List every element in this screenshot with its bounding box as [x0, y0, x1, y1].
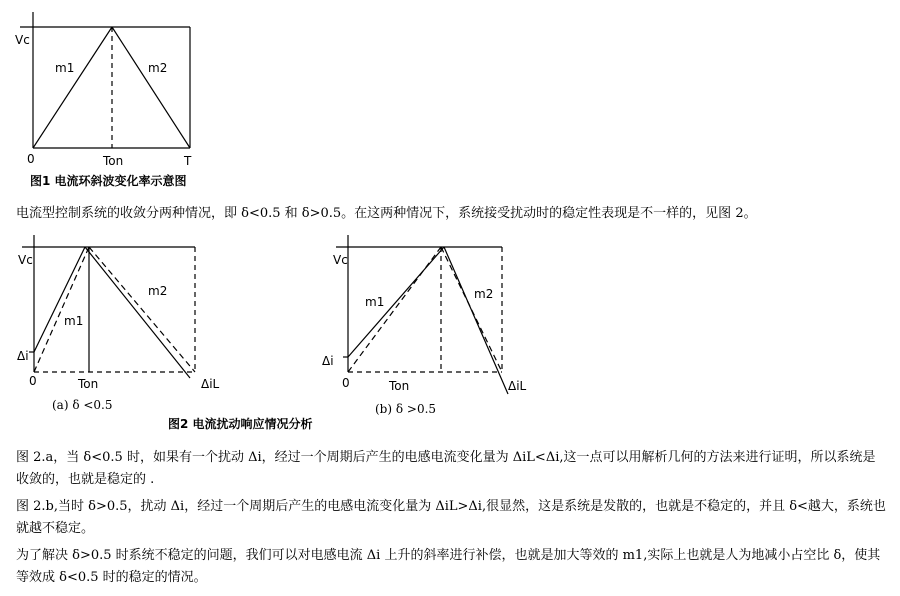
- fig2a-ramp-up: [34, 247, 89, 372]
- fig2a-m2-label: m2: [148, 284, 168, 298]
- fig1-zero-label: 0: [27, 152, 35, 166]
- fig2a-dil-label: ΔiL: [201, 377, 220, 391]
- fig2-caption: 图2 电流扰动响应情况分析: [168, 417, 313, 431]
- fig1-ton-label: Ton: [103, 154, 124, 168]
- fig1-vc-label: Vc: [15, 33, 30, 47]
- fig2b-ton-label: Ton: [389, 379, 410, 393]
- fig1-caption: 图1 电流环斜波变化率示意图: [30, 174, 187, 188]
- fig2b-dil-label: ΔiL: [508, 379, 527, 393]
- paragraph-4: 为了解决 δ>0.5 时系统不稳定的问题，我们可以对电感电流 Δi 上升的斜率进行补偿，也就是加大等效的 m1,实际上也就是人为地减小占空比 δ，使其等效成 δ<0.5 时的稳定的情况。: [16, 548, 881, 585]
- fig2a-zero-label: 0: [29, 374, 37, 388]
- fig2b-m2-label: m2: [474, 287, 494, 301]
- fig2a-perturbed-up: [34, 247, 85, 352]
- fig1-ramp-down: [112, 27, 190, 148]
- paragraph-2: 图 2.a，当 δ<0.5 时，如果有一个扰动 Δi，经过一个周期后产生的电感电流变化量为 ΔiL<Δi,这一点可以用解析几何的方法来进行证明，所以系统是收敛的，也就是稳定的 .: [16, 450, 876, 487]
- fig2b-subcaption: (b) δ >0.5: [375, 402, 437, 416]
- fig2a-vc-label: Vc: [18, 253, 33, 267]
- fig2a-perturbed-down: [85, 247, 190, 378]
- figure2b: [336, 235, 508, 394]
- fig2b-m1-label: m1: [365, 295, 385, 309]
- fig2a-subcaption: (a) δ <0.5: [52, 398, 113, 412]
- figure2a: [22, 235, 195, 378]
- fig2a-di-label: Δi: [17, 349, 29, 363]
- paragraph-3: 图 2.b,当时 δ>0.5，扰动 Δi，经过一个周期后产生的电感电流变化量为 ΔiL>Δi,很显然，这是系统是发散的，也就是不稳定的，并且 δ<越大，系统也就越不稳定。: [16, 499, 886, 536]
- figure1: [20, 12, 190, 148]
- fig2b-zero-label: 0: [342, 376, 350, 390]
- fig2a-ton-label: Ton: [78, 377, 99, 391]
- fig1-m1-label: m1: [55, 61, 75, 75]
- paragraph-1: 电流型控制系统的收敛分两种情况，即 δ<0.5 和 δ>0.5。在这两种情况下，系统接受扰动时的稳定性表现是不一样的，见图 2。: [16, 206, 757, 221]
- fig1-m2-label: m2: [148, 61, 168, 75]
- fig1-ramp-up: [33, 27, 112, 148]
- fig2a-m1-label: m1: [64, 314, 84, 328]
- fig2b-vc-label: Vc: [333, 253, 348, 267]
- fig2b-perturbed-up: [348, 247, 444, 357]
- fig2a-ramp-down: [89, 247, 195, 372]
- fig1-t-label: T: [184, 154, 192, 168]
- fig2b-di-label: Δi: [322, 354, 334, 368]
